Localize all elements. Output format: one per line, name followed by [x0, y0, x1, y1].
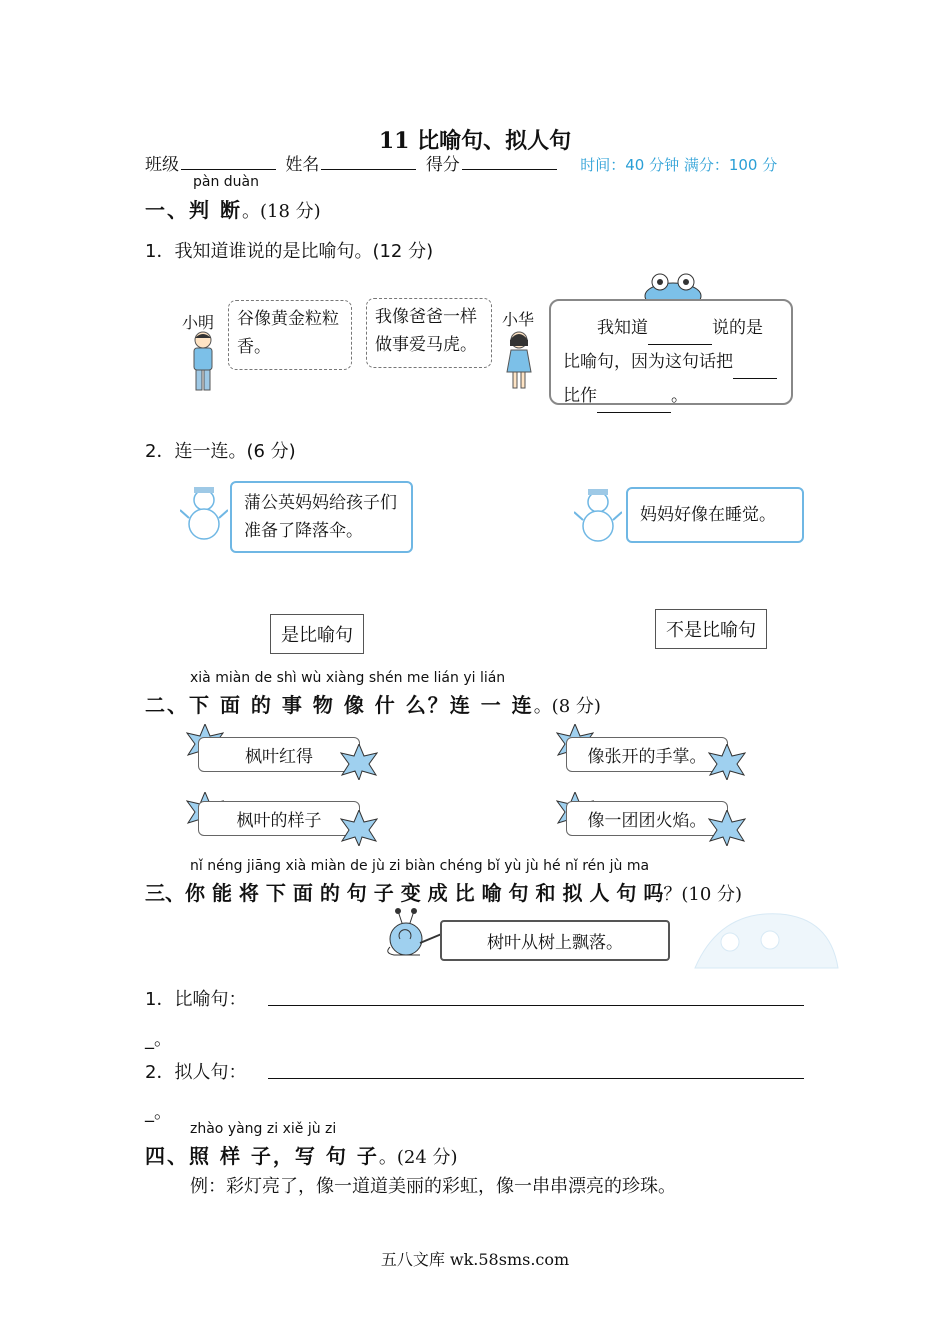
section3-points: ？(10 分) — [663, 884, 743, 905]
maple-leaf-icon — [708, 810, 746, 846]
watermark-cartoon-icon — [690, 900, 840, 970]
section2-pinyin: xià miàn de shì wù xiàng shén me lián yi lián — [190, 670, 506, 686]
section3-heading — [145, 877, 742, 906]
speech-bubble-xiaoming: 谷像黄金粒粒香。 — [228, 300, 352, 370]
section2-title: 二、下 面 的 事 物 像 什 么 — [145, 693, 428, 717]
answer-box — [549, 299, 793, 405]
sentence-cloud-1: 蒲公英妈妈给孩子们准备了降落伞。 — [230, 481, 413, 553]
example-sentence: 例：彩灯亮了，像一道道美丽的彩虹，像一串串漂亮的珍珠。 — [190, 1176, 676, 1197]
student-info-line — [145, 150, 777, 175]
answer-blank-2[interactable] — [733, 378, 777, 379]
answer-line-2 — [563, 345, 779, 379]
snail-pointer-icon — [376, 907, 446, 959]
time-score-meta: 时间：40 分钟 满分：100 分 — [580, 156, 778, 174]
maple-leaf-icon — [708, 744, 746, 780]
section1-heading — [145, 194, 321, 223]
section4-pinyin: zhào yàng zi xiě jù zi — [190, 1121, 337, 1137]
score-label: 得分 — [425, 155, 460, 175]
section2-heading — [145, 689, 601, 718]
page-title: 11 比喻句、拟人句 — [378, 128, 572, 154]
q3-1-label: 1．比喻句： — [145, 989, 247, 1010]
sentence-cloud-2: 妈妈好像在睡觉。 — [626, 487, 804, 543]
section4-heading — [145, 1140, 458, 1169]
answer-line-personification[interactable] — [268, 1078, 804, 1079]
leaf-card-left-2[interactable]: 枫叶的样子 — [198, 801, 360, 836]
section4-title: 四、照 样 子，写 句 子 — [145, 1144, 379, 1168]
q3-2-tail: _。 — [145, 1102, 172, 1123]
answer-text-2: 说的是 — [712, 318, 763, 338]
source-sentence-box: 树叶从树上飘落。 — [440, 920, 670, 961]
answer-text-1: 我知道 — [597, 318, 648, 338]
answer-blank-3[interactable] — [597, 412, 671, 413]
leaf-card-right-1[interactable]: 像张开的手掌。 — [566, 737, 728, 772]
class-label: 班级 — [145, 155, 179, 175]
footer-source: 五八文库 wk.58sms.com — [380, 1250, 570, 1269]
q3-1-tail: _。 — [145, 1029, 172, 1050]
boy-figure-icon — [186, 330, 220, 394]
section1-title: 一、判 断 — [145, 198, 242, 222]
leaf-card-left-1[interactable]: 枫叶红得 — [198, 737, 360, 772]
section2-points: 。(8 分) — [533, 696, 601, 717]
answer-line-1 — [563, 311, 779, 345]
choice-is-simile[interactable]: 是比喻句 — [270, 614, 364, 654]
speaker-xiaohua: 小华 — [502, 310, 535, 329]
leaf-card-right-2[interactable]: 像一团团火焰。 — [566, 801, 728, 836]
score-field[interactable] — [462, 153, 557, 170]
choice-not-simile[interactable]: 不是比喻句 — [655, 609, 767, 649]
section1-points: 。(18 分) — [241, 201, 321, 222]
q2-label: 2．连一连。(6 分) — [145, 441, 296, 462]
snowman-icon — [180, 486, 228, 542]
answer-end: 。 — [671, 386, 688, 406]
maple-leaf-icon — [340, 744, 378, 780]
speaker-xiaoming: 小明 — [182, 313, 215, 332]
snowman-icon — [574, 488, 622, 544]
section3-title: 三、你 能 将 下 面 的 句 子 变 成 比 喻 句 和 拟 人 句 吗 — [145, 881, 664, 905]
section3-pinyin: nǐ néng jiāng xià miàn de jù zi biàn chéng bǐ yù jù hé nǐ rén jù ma — [190, 858, 650, 874]
name-field[interactable] — [321, 153, 416, 170]
q1-label: 1．我知道谁说的是比喻句。(12 分) — [145, 241, 434, 262]
class-field[interactable] — [181, 153, 276, 170]
answer-text-3: 比喻句，因为这句话把 — [563, 352, 733, 372]
section4-points: 。(24 分) — [378, 1147, 458, 1168]
answer-text-4: 比作 — [563, 386, 597, 406]
answer-line-3 — [563, 379, 779, 413]
answer-line-simile[interactable] — [268, 1005, 804, 1006]
q3-2-label: 2．拟人句： — [145, 1062, 247, 1083]
maple-leaf-icon — [340, 810, 378, 846]
girl-figure-icon — [504, 330, 534, 390]
section1-pinyin: pàn duàn — [193, 174, 260, 190]
name-label: 姓名 — [285, 155, 320, 175]
section2-connect: ？连 一 连 — [427, 693, 534, 717]
speech-bubble-xiaohua: 我像爸爸一样做事爱马虎。 — [366, 298, 492, 368]
